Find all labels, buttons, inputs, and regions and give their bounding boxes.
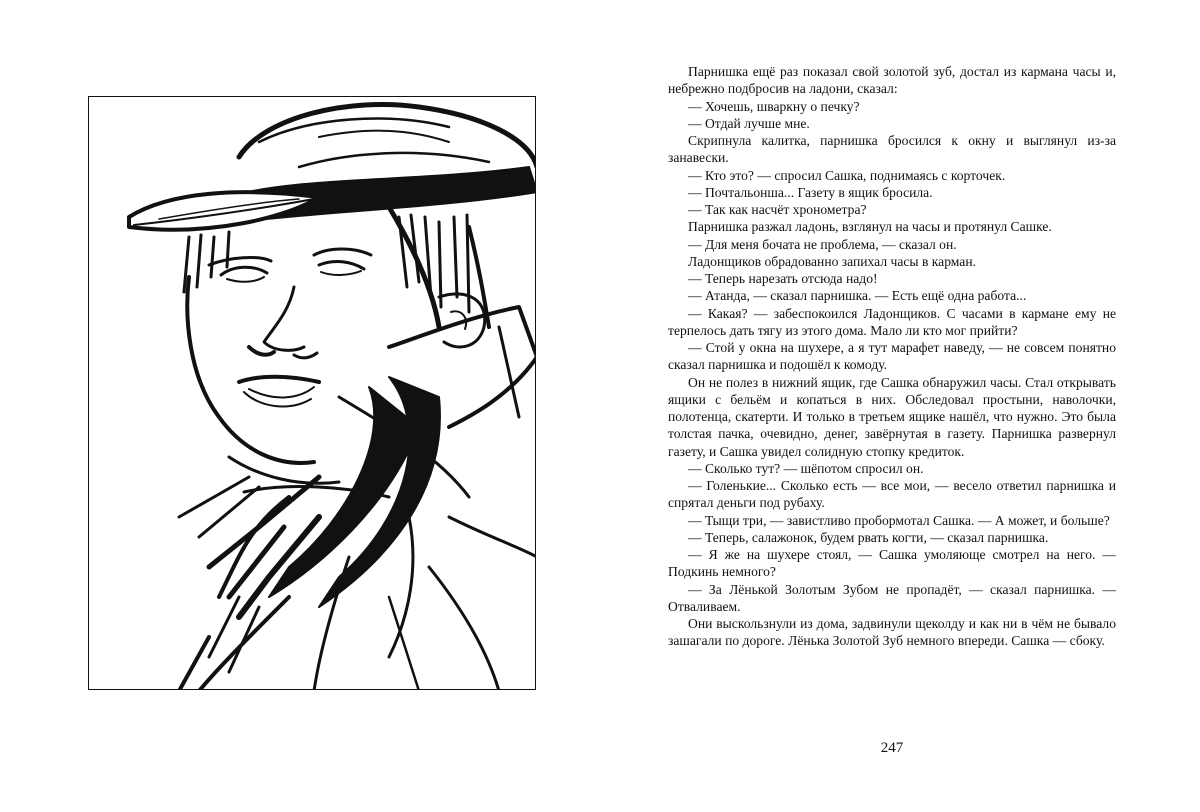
- paragraph: — Стой у окна на шухере, а я тут марафет наведу, — не совсем понятно сказал парнишка и подошёл к комоду.: [668, 340, 1116, 373]
- paragraph: — Отдай лучше мне.: [688, 115, 810, 131]
- paragraph: — Сколько тут? — шёпотом спросил он.: [688, 460, 924, 476]
- illustration-frame: [88, 96, 536, 690]
- paragraph: — Тыщи три, — завистливо пробормотал Сашка. — А может, и больше?: [688, 512, 1110, 528]
- paragraph: — За Лёнькой Золотым Зубом не пропадёт, — сказал парнишка. — Отваливаем.: [668, 581, 1116, 614]
- left-eye: [221, 267, 267, 275]
- paragraph: — Какая? — забеспокоился Ладонщиков. С часами в кармане ему не терпелось дать тягу из этого дома. Мало ли кто мог прийти?: [668, 305, 1116, 338]
- paragraph: — Теперь, салажонок, будем рвать когти, — сказал парнишка.: [688, 529, 1049, 545]
- face-outline: [187, 277, 314, 463]
- right-eye: [319, 262, 364, 269]
- paragraph: — Хочешь, шваркну о печку?: [688, 98, 860, 114]
- paragraph: — Кто это? — спросил Сашка, поднимаясь с корточек.: [688, 167, 1006, 183]
- paragraph: Они выскользнули из дома, задвинули щеколду и как ни в чём не бывало зашагали по дороге. Лёнька Золотой Зуб немного впереди. Сашка — сбоку.: [668, 616, 1116, 649]
- paragraph: Парнишка разжал ладонь, взглянул на часы и протянул Сашке.: [688, 219, 1052, 235]
- paragraph: — Теперь нарезать отсюда надо!: [688, 271, 878, 286]
- paragraph: — Атанда, — сказал парнишка. — Есть ещё одна работа...: [688, 288, 1027, 304]
- paragraph: — Голенькие... Сколько есть — все мои, — весело ответил парнишка и спрятал деньги под рубаху.: [668, 478, 1116, 511]
- paragraph: Парнишка ещё раз показал свой золотой зуб, достал из кармана часы и, небрежно подбросив на ладони, сказал:: [668, 64, 1116, 97]
- coat-strokes: [269, 387, 419, 597]
- page-number: 247: [880, 740, 904, 756]
- paragraph: — Для меня бочата не проблема, — сказал он.: [688, 236, 957, 252]
- paragraph: Скрипнула калитка, парнишка бросился к окну и выглянул из-за занавески.: [668, 133, 1116, 166]
- paragraph: — Так как насчёт хронометра?: [688, 202, 867, 217]
- paragraph: Он не полез в нижний ящик, где Сашка обнаружил часы. Стал открывать ящики с бельём и копаться в них. Обследовал простыни, наволочки, полотенца, скатерти. И только в третьем ящике нашёл, что нужно. Это была толстая пачка, очевидно, денег, завёрнутая в газету. Парнишка развернул газету, и Сашка увидел солидную стопку кредиток.: [668, 374, 1116, 459]
- paragraph: — Я же на шухере стоял, — Сашка умоляюще смотрел на него. — Подкинь немного?: [668, 547, 1116, 580]
- paragraph: — Почтальонша... Газету в ящик бросила.: [688, 184, 933, 200]
- cap-crown: [239, 104, 536, 167]
- page-number-wrap: [668, 0, 1116, 812]
- boy-portrait-illustration: [89, 97, 536, 690]
- cap-brim: [129, 192, 319, 229]
- paragraph: Ладонщиков обрадованно запихал часы в карман.: [688, 253, 977, 269]
- nose: [264, 287, 304, 350]
- mouth: [239, 377, 319, 382]
